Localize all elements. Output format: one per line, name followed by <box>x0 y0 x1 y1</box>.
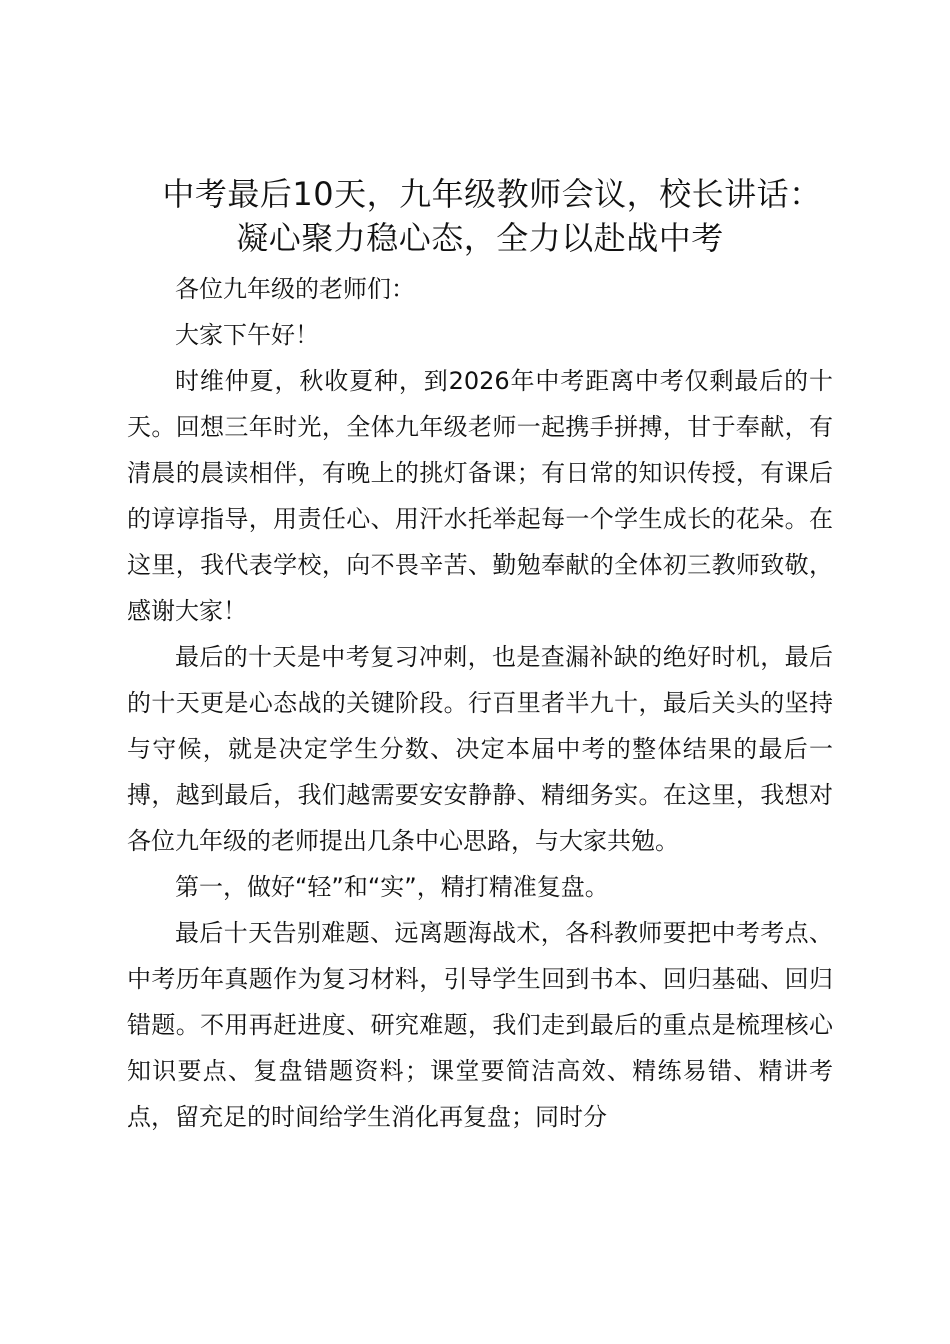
body-paragraph: 最后的十天是中考复习冲刺，也是查漏补缺的绝好时机，最后的十天更是心态战的关键阶段。行百里者半九十，最后关头的坚持与守候，就是决定学生分数、决定本届中考的整体结果的最后一搏，越到最后，我们越需要安安静静、精细务实。在这里，我想对各位九年级的老师提出几条中心思路，与大家共勉。 <box>127 643 833 855</box>
body-paragraph: 时维仲夏，秋收夏种，到2026年中考距离中考仅剩最后的十天。回想三年时光，全体九年级老师一起携手拼搏，甘于奉献，有清晨的晨读相伴，有晚上的挑灯备课；有日常的知识传授，有课后的谆谆指导，用责任心、用汗水托举起每一个学生成长的花朵。在这里，我代表学校，向不畏辛苦、勤勉奉献的全体初三教师致敬，感谢大家！ <box>127 367 833 625</box>
section-heading-paragraph: 第一，做好“轻”和“实”，精打精准复盘。 <box>175 873 609 901</box>
body-paragraph: 最后十天告别难题、远离题海战术，各科教师要把中考考点、中考历年真题作为复习材料，引导学生回到书本、回归基础、回归错题。不用再赶进度、研究难题，我们走到最后的重点是梳理核心知识要点、复盘错题资料；课堂要简洁高效、精练易错、精讲考点，留充足的时间给学生消化再复盘；同时分 <box>127 919 833 1131</box>
title-line-1: 中考最后10天，九年级教师会议，校长讲话： <box>162 175 822 213</box>
title-line-2: 凝心聚力稳心态，全力以赴战中考 <box>236 219 724 257</box>
document-body <box>127 266 833 1140</box>
document-title <box>127 172 833 260</box>
salutation-paragraph: 各位九年级的老师们： <box>175 275 415 303</box>
greeting-paragraph: 大家下午好！ <box>175 321 319 349</box>
document-page <box>127 172 833 1140</box>
